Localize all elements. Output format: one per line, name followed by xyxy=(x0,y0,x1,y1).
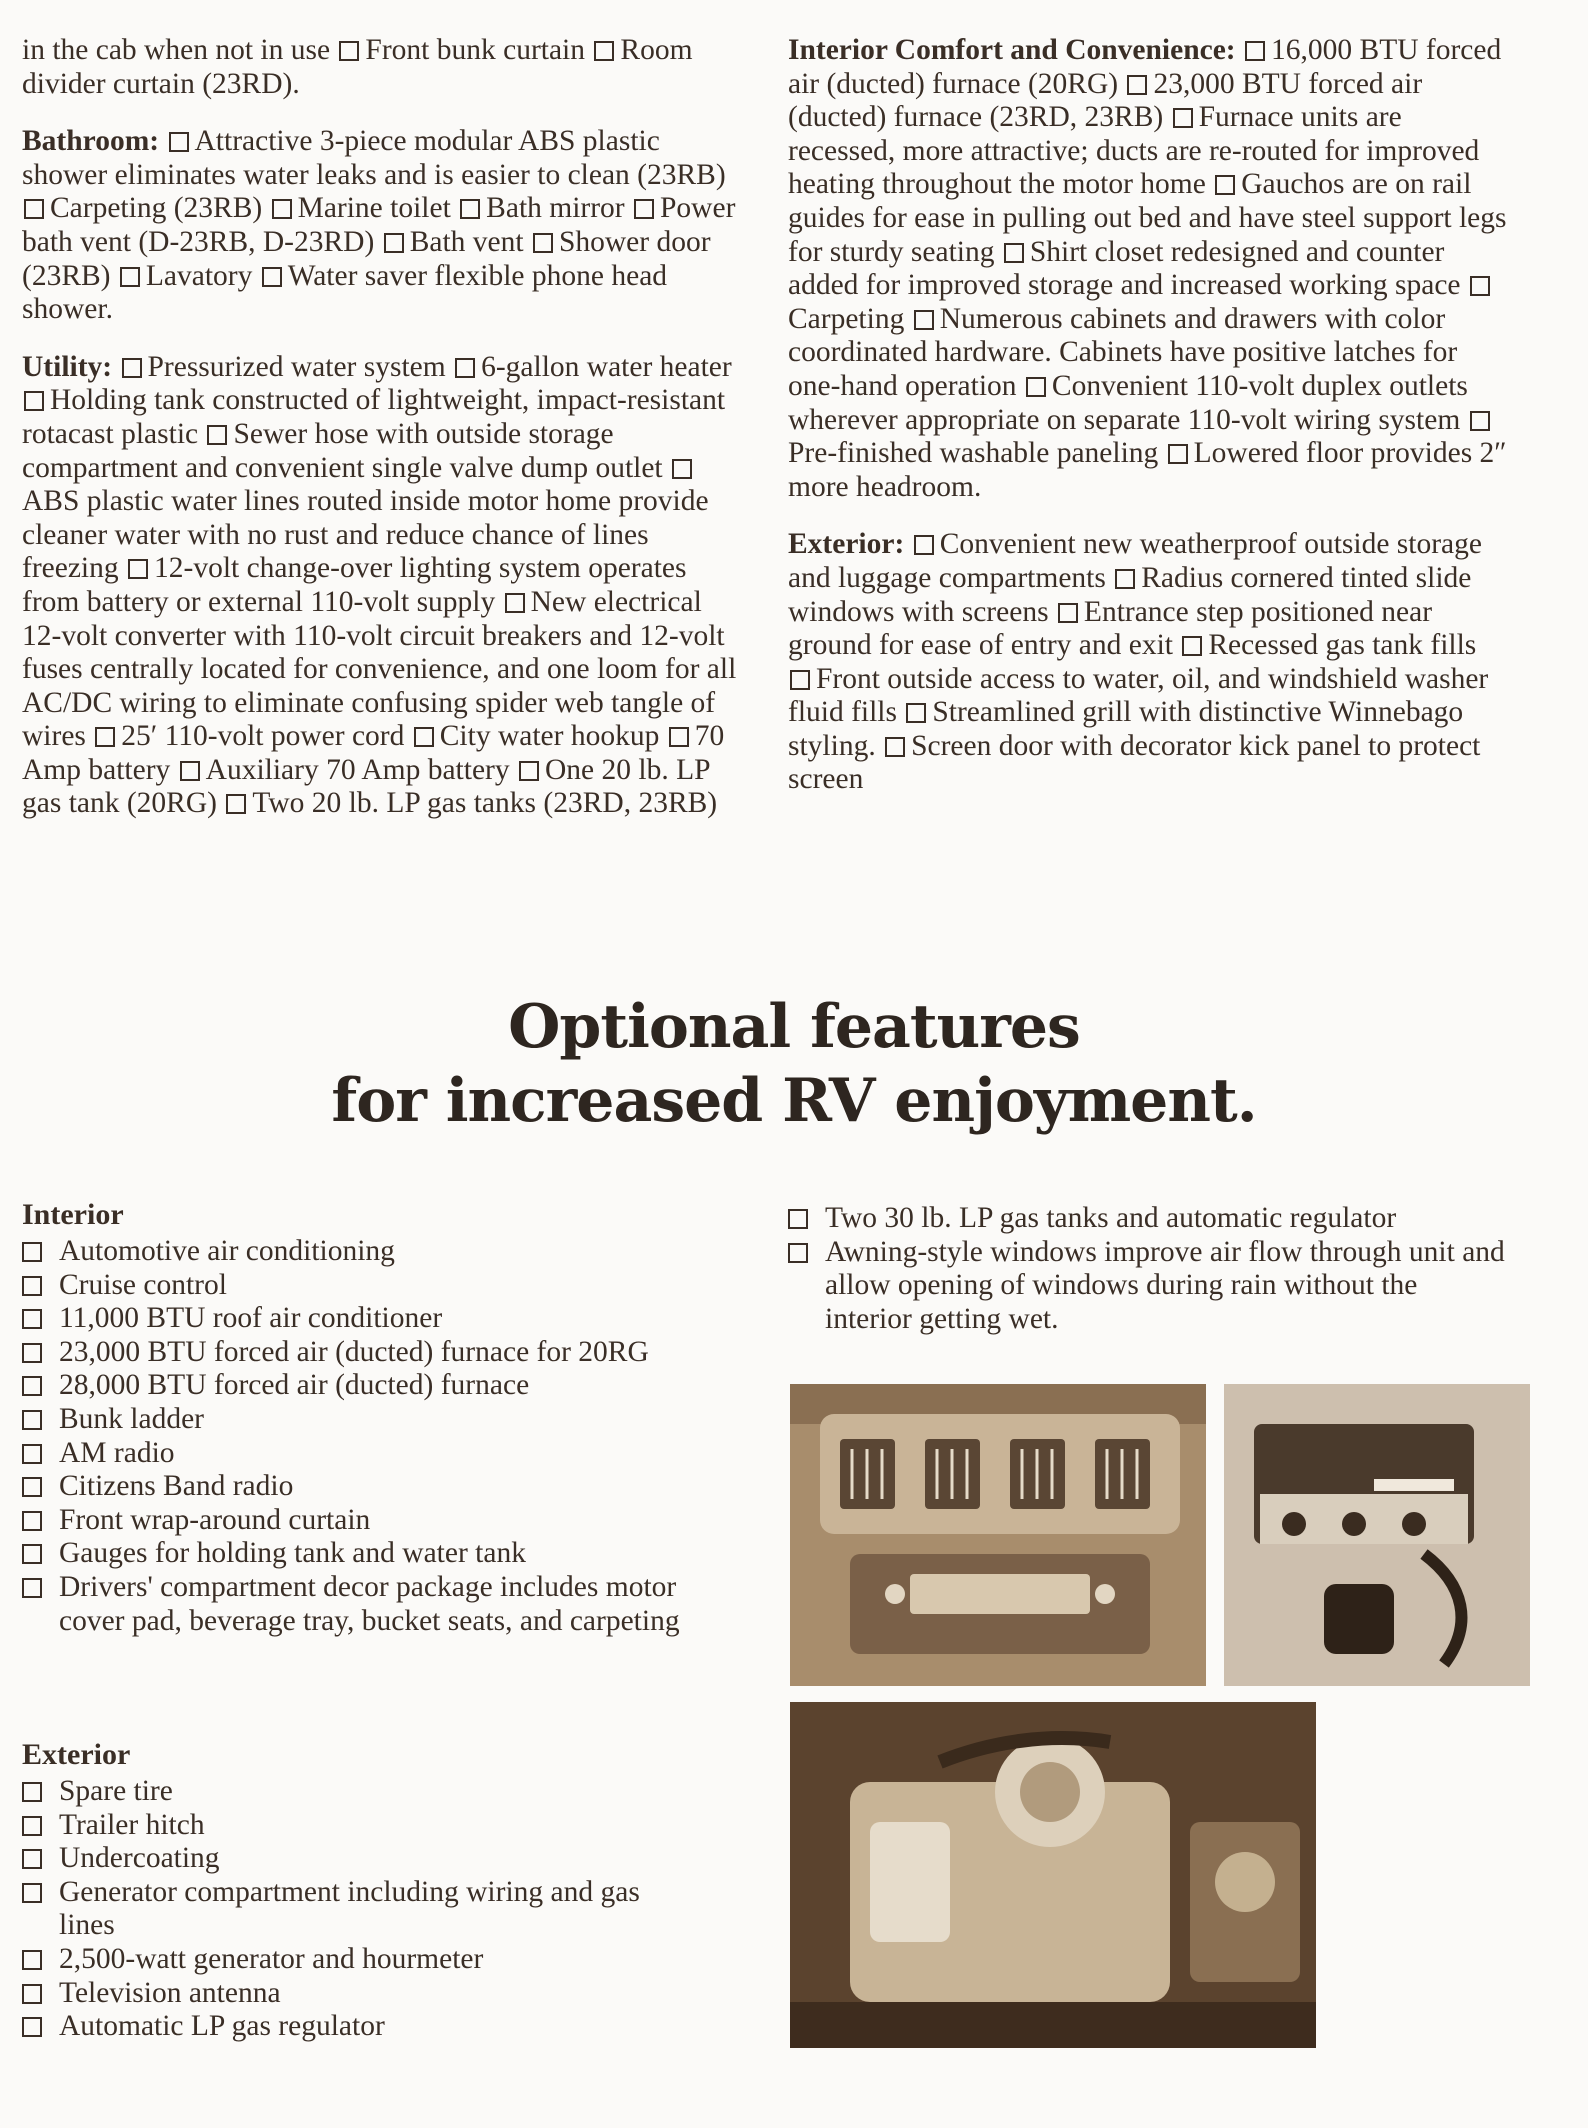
interior-heading: Interior xyxy=(22,1198,124,1231)
option-item xyxy=(22,1302,702,1336)
checkbox-icon xyxy=(22,1950,42,1970)
option-item xyxy=(22,1403,702,1437)
checkbox-icon xyxy=(262,267,282,287)
spec-item: Water saver flexible phone head shower. xyxy=(22,259,668,326)
title-line-1: Optional features xyxy=(508,992,1080,1062)
spec-item: Convenient 110-volt duplex outlets wherever appropriate on separate 110-volt wiring system xyxy=(788,369,1468,436)
checkbox-icon xyxy=(669,727,689,747)
checkbox-icon xyxy=(22,1444,42,1464)
option-item xyxy=(22,2010,702,2044)
checkbox-icon xyxy=(272,199,292,219)
option-label: Gauges for holding tank and water tank xyxy=(59,1537,526,1570)
spec-item: 12-volt change-over lighting system operates from battery or external 110-volt supply xyxy=(22,552,687,618)
checkbox-icon xyxy=(1058,603,1078,623)
spec-heading: Bathroom: xyxy=(22,125,160,158)
checkbox-icon xyxy=(1004,243,1024,263)
spec-item: Pressurized water system xyxy=(147,350,446,383)
checkbox-icon xyxy=(95,727,115,747)
option-item xyxy=(22,1537,702,1571)
checkbox-icon xyxy=(519,761,539,781)
spec-block xyxy=(22,351,742,821)
spec-item: Streamlined grill with distinctive Winnebago styling. xyxy=(788,696,1464,762)
checkbox-icon xyxy=(22,1410,42,1430)
spec-item: Shirt closet redesigned and counter added for improved storage and increased working space xyxy=(788,235,1461,302)
checkbox-icon xyxy=(1173,108,1193,128)
additional-list xyxy=(788,1202,1508,1336)
checkbox-icon xyxy=(885,737,905,757)
spec-heading: Utility: xyxy=(22,350,113,383)
option-item xyxy=(22,1876,702,1943)
checkbox-icon xyxy=(169,132,189,152)
spec-item: Front bunk curtain xyxy=(365,34,586,66)
checkbox-icon xyxy=(906,703,926,723)
spec-item: Marine toilet xyxy=(297,192,451,225)
spec-item: Attractive 3-piece modular ABS plastic shower eliminates water leaks and is easier to clean (23RB) xyxy=(22,125,726,191)
spec-item: Holding tank constructed of lightweight, impact-resistant rotacast plastic xyxy=(22,384,726,450)
spec-item: Sewer hose with outside storage compartment and convenient single valve dump outlet xyxy=(22,417,663,484)
checkbox-icon xyxy=(1215,175,1235,195)
option-item xyxy=(22,1235,702,1269)
checkbox-icon xyxy=(22,1343,42,1363)
spec-item: Entrance step positioned near ground for ease of entry and exit xyxy=(788,595,1433,662)
option-item xyxy=(22,1269,702,1303)
spec-item: Gauchos are on rail guides for ease in pulling out bed and have steel support legs for sturdy seating xyxy=(788,168,1507,268)
spec-item: Carpeting xyxy=(788,302,905,335)
spec-item: One 20 lb. LP gas tank (20RG) xyxy=(22,753,710,820)
spec-block xyxy=(22,125,742,327)
option-label: Undercoating xyxy=(59,1842,220,1875)
spec-block xyxy=(22,34,742,101)
spec-item: Lavatory xyxy=(145,259,253,292)
checkbox-icon xyxy=(22,1782,42,1802)
checkbox-icon xyxy=(24,199,44,219)
checkbox-icon xyxy=(22,1578,42,1598)
option-label: Front wrap-around curtain xyxy=(59,1503,371,1536)
option-label: 23,000 BTU forced air (ducted) furnace for 20RG xyxy=(59,1335,649,1368)
exterior-heading: Exterior xyxy=(22,1738,131,1771)
checkbox-icon xyxy=(120,267,140,287)
option-label: Cruise control xyxy=(59,1268,227,1301)
checkbox-icon xyxy=(788,1243,808,1263)
option-item xyxy=(22,1842,702,1876)
spec-item: Bath vent xyxy=(409,225,524,258)
spec-item: Screen door with decorator kick panel to protect screen xyxy=(788,729,1481,796)
option-label: Trailer hitch xyxy=(59,1808,205,1841)
checkbox-icon xyxy=(22,1477,42,1497)
option-label: Television antenna xyxy=(59,1976,281,2009)
citizens-band-radio-photo xyxy=(1224,1384,1530,1686)
checkbox-icon xyxy=(460,199,480,219)
spec-item: New electrical 12-volt converter with 110-volt circuit breakers and 12-volt fuses centrally located for convenience, and one loom for all AC/DC wiring to eliminate confusing spider web tangle of wires xyxy=(22,585,737,753)
checkbox-icon xyxy=(24,391,44,411)
checkbox-icon xyxy=(22,1309,42,1329)
title-line-2: for increased RV enjoyment. xyxy=(331,1066,1257,1136)
checkbox-icon xyxy=(1127,75,1147,95)
checkbox-icon xyxy=(1182,636,1202,656)
option-label: 11,000 BTU roof air conditioner xyxy=(59,1302,443,1335)
dashboard-radio-photo xyxy=(790,1384,1206,1686)
checkbox-icon xyxy=(914,535,934,555)
option-item xyxy=(788,1236,1508,1337)
option-item xyxy=(788,1202,1508,1236)
spec-item: ABS plastic water lines routed inside motor home provide cleaner water with no rust and reduce chance of lines freezing xyxy=(22,485,709,585)
checkbox-icon xyxy=(22,1883,42,1903)
checkbox-icon xyxy=(207,425,227,445)
option-label: Automatic LP gas regulator xyxy=(59,2010,385,2043)
checkbox-icon xyxy=(128,559,148,579)
spec-heading: Interior Comfort and Convenience: xyxy=(788,34,1236,66)
option-label: Automotive air conditioning xyxy=(59,1235,395,1267)
option-item xyxy=(22,1504,702,1538)
optional-features-title xyxy=(0,990,1588,1138)
checkbox-icon xyxy=(22,1849,42,1869)
checkbox-icon xyxy=(22,1984,42,2004)
exterior-options xyxy=(22,1738,702,2044)
spec-item: in the cab when not in use xyxy=(22,34,331,66)
spec-item: Carpeting (23RB) xyxy=(50,192,263,225)
checkbox-icon xyxy=(22,1376,42,1396)
option-label: Bunk ladder xyxy=(59,1402,205,1435)
option-item xyxy=(22,1437,702,1471)
additional-options xyxy=(788,1202,1508,1336)
option-label: Two 30 lb. LP gas tanks and automatic regulator xyxy=(825,1202,1397,1234)
interior-list xyxy=(22,1235,702,1638)
spec-item: 6-gallon water heater xyxy=(481,350,732,383)
spec-item: Convenient new weatherproof outside storage and luggage compartments xyxy=(788,528,1482,594)
checkbox-icon xyxy=(22,1511,42,1531)
checkbox-icon xyxy=(1026,377,1046,397)
spec-item: Power bath vent (D-23RB, D-23RD) xyxy=(22,192,736,258)
option-item xyxy=(22,1571,702,1638)
option-label: 2,500-watt generator and hourmeter xyxy=(59,1942,484,1975)
checkbox-icon xyxy=(1168,444,1188,464)
checkbox-icon xyxy=(672,459,692,479)
checkbox-icon xyxy=(1470,276,1490,296)
option-label: AM radio xyxy=(59,1436,175,1469)
checkbox-icon xyxy=(634,199,654,219)
checkbox-icon xyxy=(122,358,142,378)
checkbox-icon xyxy=(384,233,404,253)
checkbox-icon xyxy=(1470,411,1490,431)
interior-options xyxy=(22,1198,702,1638)
checkbox-icon xyxy=(1245,41,1265,61)
spec-item: Shower door (23RB) xyxy=(22,225,711,292)
spec-item: Lowered floor provides 2″ more headroom. xyxy=(788,437,1507,503)
option-item xyxy=(22,1943,702,1977)
checkbox-icon xyxy=(226,794,246,814)
generator-photo xyxy=(790,1702,1316,2048)
option-label: Drivers' compartment decor package includes motor cover pad, beverage tray, bucket seats, and carpeting xyxy=(59,1570,680,1637)
checkbox-icon xyxy=(790,670,810,690)
checkbox-icon xyxy=(22,1544,42,1564)
option-label: 28,000 BTU forced air (ducted) furnace xyxy=(59,1369,530,1402)
option-item xyxy=(22,1809,702,1843)
spec-column-left xyxy=(22,34,742,845)
spec-item: 70 Amp battery xyxy=(22,720,725,786)
option-item xyxy=(22,1369,702,1403)
spec-item: Furnace units are recessed, more attractive; ducts are re-routed for improved heating throughout the motor home xyxy=(788,101,1480,201)
spec-item: 23,000 BTU forced air (ducted) furnace (23RD, 23RB) xyxy=(788,67,1423,134)
spec-item: Bath mirror xyxy=(486,192,625,225)
spec-item: Front outside access to water, oil, and windshield washer fluid fills xyxy=(788,662,1489,729)
spec-item: Numerous cabinets and drawers with color coordinated hardware. Cabinets have positive latches for one-hand operation xyxy=(788,302,1458,402)
option-label: Generator compartment including wiring and gas lines xyxy=(59,1875,640,1942)
checkbox-icon xyxy=(22,1816,42,1836)
checkbox-icon xyxy=(788,1209,808,1229)
option-label: Spare tire xyxy=(59,1775,173,1807)
checkbox-icon xyxy=(533,233,553,253)
exterior-list xyxy=(22,1775,702,2044)
checkbox-icon xyxy=(455,358,475,378)
option-item xyxy=(22,1775,702,1809)
spec-item: Pre-finished washable paneling xyxy=(788,437,1159,470)
spec-item: 25′ 110-volt power cord xyxy=(121,720,405,753)
checkbox-icon xyxy=(594,41,614,61)
option-item xyxy=(22,1336,702,1370)
checkbox-icon xyxy=(339,41,359,61)
spec-item: 16,000 BTU forced air (ducted) furnace (20RG) xyxy=(788,34,1502,100)
option-label: Citizens Band radio xyxy=(59,1470,294,1503)
option-label: Awning-style windows improve air flow through unit and allow opening of windows during rain without the interior getting wet. xyxy=(825,1235,1505,1335)
checkbox-icon xyxy=(414,727,434,747)
checkbox-icon xyxy=(22,1276,42,1296)
checkbox-icon xyxy=(22,2017,42,2037)
option-item xyxy=(22,1977,702,2011)
option-item xyxy=(22,1470,702,1504)
checkbox-icon xyxy=(1115,569,1135,589)
spec-item: Room divider curtain (23RD). xyxy=(22,34,693,100)
checkbox-icon xyxy=(505,593,525,613)
spec-block xyxy=(788,34,1508,504)
spec-block xyxy=(788,528,1508,797)
spec-column-right xyxy=(788,34,1508,821)
spec-item: Radius cornered tinted slide windows with screens xyxy=(788,561,1472,628)
checkbox-icon xyxy=(180,761,200,781)
spec-heading: Exterior: xyxy=(788,528,905,561)
spec-item: City water hookup xyxy=(439,720,660,753)
checkbox-icon xyxy=(22,1242,42,1262)
spec-item: Recessed gas tank fills xyxy=(1208,629,1477,662)
spec-item: Two 20 lb. LP gas tanks (23RD, 23RB) xyxy=(252,787,718,820)
spec-item: Auxiliary 70 Amp battery xyxy=(205,753,510,786)
checkbox-icon xyxy=(914,310,934,330)
